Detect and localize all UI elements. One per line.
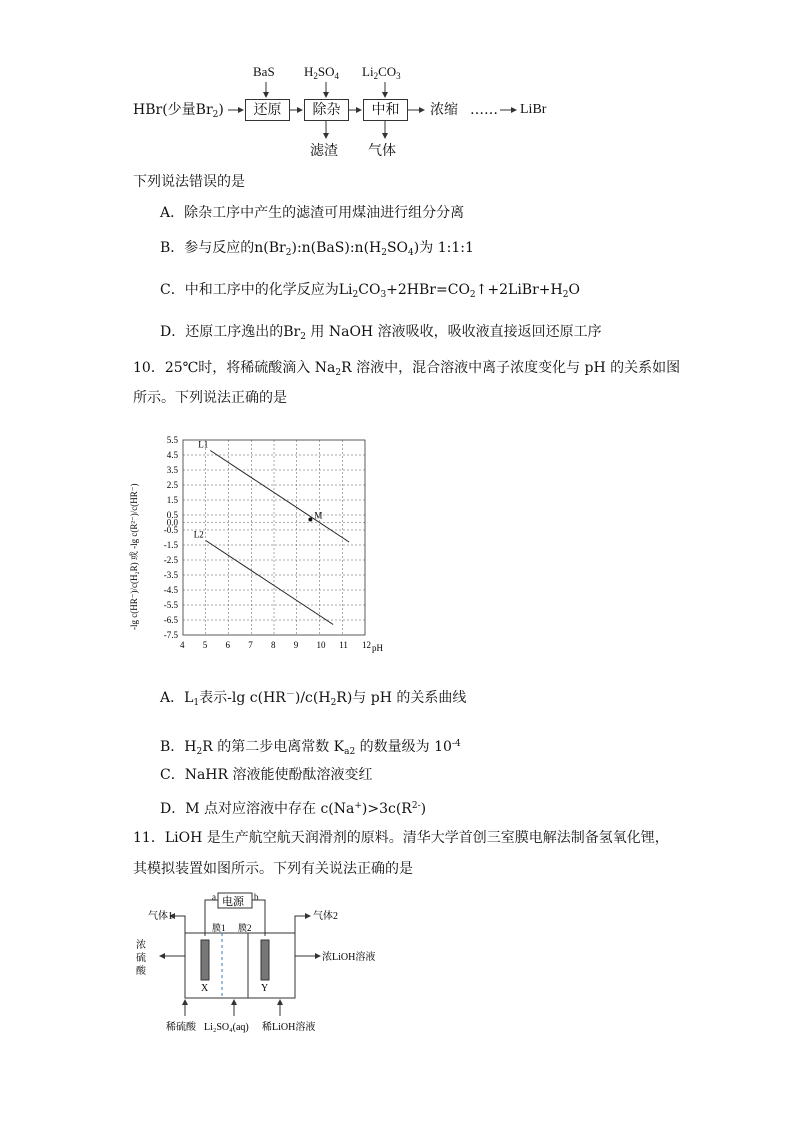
x-tick-label-3: 7 bbox=[248, 640, 253, 650]
y-tick-label-7: -0.5 bbox=[163, 525, 178, 535]
gas1-label: 气体1 bbox=[148, 911, 173, 922]
x-tick-label-1: 5 bbox=[202, 640, 208, 650]
electrode-x-label: X bbox=[201, 983, 209, 994]
flow-arrows bbox=[0, 0, 794, 170]
q11-stem-line2: 其模拟装置如图所示。下列有关说法正确的是 bbox=[133, 861, 413, 877]
series-line-L2 bbox=[206, 541, 333, 625]
x-tick-label-2: 6 bbox=[225, 640, 230, 650]
output-gas: 气体 bbox=[368, 143, 396, 159]
q9-option-a: A．除杂工序中产生的滤渣可用煤油进行组分分离 bbox=[160, 205, 465, 221]
terminal-a: a bbox=[212, 892, 216, 902]
terminal-b: b bbox=[254, 892, 259, 902]
power-label: 电源 bbox=[222, 896, 244, 908]
chart-series bbox=[194, 440, 349, 625]
y-tick-label-14: -7.5 bbox=[163, 630, 178, 640]
flow-product: LiBr bbox=[520, 102, 547, 117]
point-m bbox=[308, 518, 312, 522]
inlet-left-label: 稀硫酸 bbox=[166, 1022, 196, 1033]
step-neutralize: 中和 bbox=[363, 99, 408, 121]
y-tick-label-0: 5.5 bbox=[166, 435, 178, 445]
gas2-label: 气体2 bbox=[313, 911, 338, 922]
x-tick-label-4: 8 bbox=[271, 640, 276, 650]
membrane-1-label: 膜1 bbox=[212, 923, 226, 933]
annotation-m: M bbox=[314, 510, 323, 521]
y-tick-label-6: 0.0 bbox=[166, 517, 178, 528]
y-tick-label-10: -3.5 bbox=[163, 570, 178, 580]
y-tick-label-8: -1.5 bbox=[163, 540, 178, 550]
q10-option-c: C．NaHR 溶液能使酚酞溶液变红 bbox=[160, 767, 373, 783]
q10-option-b: B．$H_2R$ 的第二步电离常数 $K_{a2}$ 的数量级为 $10^{-4}$ bbox=[160, 739, 461, 757]
chart-grid bbox=[183, 440, 365, 635]
electrode-x bbox=[201, 940, 209, 980]
left-outlet-label: 浓LiOH溶液 bbox=[322, 952, 376, 963]
q10-option-a: A．$L_1$表示-lg $c(HR^-)/c(H_2R)$与 pH 的关系曲线 bbox=[160, 690, 467, 708]
inlet-right-label: 稀LiOH溶液 bbox=[262, 1022, 316, 1033]
ph-chart bbox=[125, 420, 395, 660]
step-purify: 除杂 bbox=[304, 99, 349, 121]
reagent-li2co3: $Li_2CO_3$ bbox=[362, 64, 401, 81]
membrane-2-label: 膜2 bbox=[238, 923, 252, 933]
y-tick-label-12: -5.5 bbox=[163, 600, 178, 610]
series-line-L1 bbox=[210, 451, 349, 543]
reagent-h2so4: $H_2SO_4$ bbox=[304, 64, 340, 81]
reagent-bas: BaS bbox=[253, 64, 275, 79]
q10-option-d: D．M 点对应溶液中存在 $c(Na^+)>3c(R^{2-})$ bbox=[160, 801, 427, 817]
electrolysis-diagram bbox=[130, 888, 390, 1038]
q10-stem-line1: 10．25℃时，将稀硫酸滴入 $Na_2R$ 溶液中，混合溶液中离子浓度变化与 pH 的关系如图 bbox=[133, 360, 681, 378]
flow-dots: …… bbox=[470, 102, 498, 118]
chart-ylabel: -lg c(HR⁻)/c(H₂R) 或 -lg c(R²⁻)/c(HR⁻) bbox=[129, 483, 139, 630]
y-tick-label-11: -4.5 bbox=[163, 585, 178, 595]
q9-option-b: B．参与反应的$n(Br_2):n(BaS):n(H_2SO_4)$为 1:1:1 bbox=[160, 240, 474, 258]
q10-stem-line2: 所示。下列说法正确的是 bbox=[133, 390, 287, 406]
chart-xlabel: pH bbox=[372, 643, 383, 653]
step-reduce: 还原 bbox=[245, 99, 290, 121]
y-tick-label-2: 3.5 bbox=[166, 465, 178, 475]
inlet-mid-label: Li₂SO₄(aq) bbox=[204, 1022, 249, 1033]
series-label-L1: L1 bbox=[198, 439, 209, 450]
q11-stem-line1: 11．LiOH 是生产航空航天润滑剂的原料。清华大学首创三室膜电解法制备氢氧化锂， bbox=[133, 830, 669, 846]
left-out-3: 酸 bbox=[136, 966, 146, 977]
y-tick-label-13: -6.5 bbox=[163, 615, 178, 625]
electrode-y-label: Y bbox=[261, 983, 269, 994]
x-tick-label-0: 4 bbox=[180, 640, 185, 650]
x-tick-label-7: 11 bbox=[339, 640, 348, 650]
left-out-1: 浓 bbox=[136, 940, 146, 951]
y-tick-label-3: 2.5 bbox=[166, 480, 178, 490]
output-residue: 滤渣 bbox=[310, 143, 338, 159]
y-tick-label-5: 0.5 bbox=[166, 510, 178, 520]
series-label-L2: L2 bbox=[193, 529, 204, 540]
y-tick-label-1: 4.5 bbox=[166, 450, 178, 460]
q9-option-d: D．还原工序逸出的$Br_2$ 用 NaOH 溶液吸收，吸收液直接返回还原工序 bbox=[160, 324, 602, 342]
chart-ticks bbox=[164, 435, 371, 650]
electrode-y bbox=[261, 940, 269, 980]
y-tick-label-4: 1.5 bbox=[166, 495, 178, 505]
left-out-2: 硫 bbox=[136, 953, 146, 964]
q9-stem: 下列说法错误的是 bbox=[133, 174, 245, 190]
x-tick-label-8: 12 bbox=[362, 640, 371, 650]
x-tick-label-5: 9 bbox=[293, 640, 299, 650]
q9-option-c: C．中和工序中的化学反应为$Li_2CO_3+2HBr=CO_2↑+2LiBr+H_2O$ bbox=[160, 282, 580, 300]
x-tick-label-6: 10 bbox=[316, 640, 326, 650]
flow-start: HBr(少量$Br_2$) bbox=[133, 102, 224, 120]
flow-concentrate: 浓缩 bbox=[430, 102, 458, 118]
y-tick-label-9: -2.5 bbox=[163, 555, 178, 565]
